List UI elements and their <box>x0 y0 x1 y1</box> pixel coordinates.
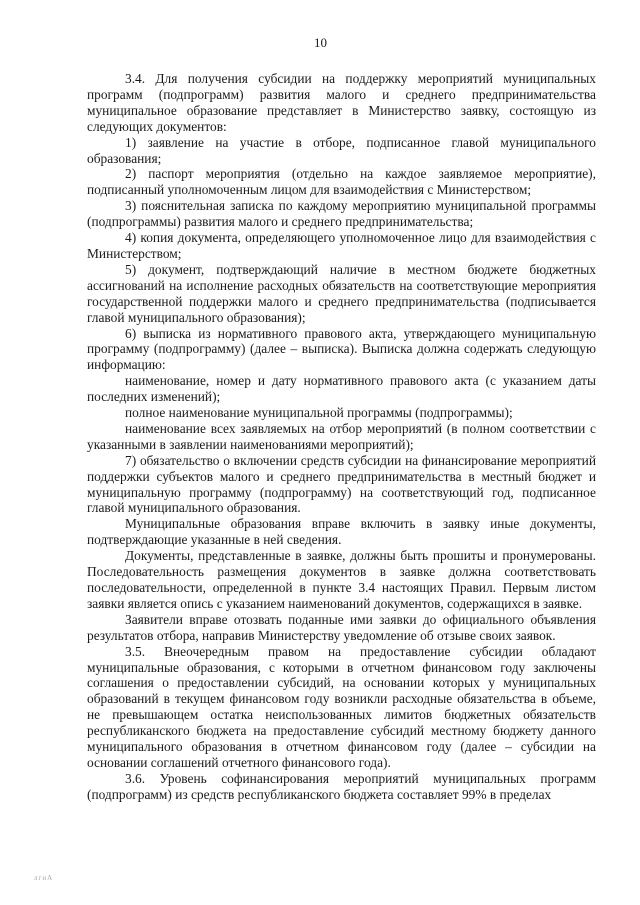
page-number: 10 <box>314 35 327 50</box>
list-item-2: 2) паспорт мероприятия (отдельно на каждое заявляемое мероприятие), подписанный уполномоченным лицом для взаимодействия с Министерством; <box>87 166 596 198</box>
paragraph-3-5: 3.5. Внеочередным правом на предоставление субсидии обладают муниципальные образования, с которыми в отчетном финансовом году заключены соглашения о предоставлении субсидий, на основании которых у муниципальных образований в текущем финансовом году возникли расходные обязательства в объеме, не превышающем остатка неиспользованных лимитов бюджетных обязательств республиканского бюджета на предоставление субсидий местному бюджету данного муниципального образования в отчетном финансовом году (далее – субсидии на основании соглашений отчетного финансового года). <box>87 643 596 770</box>
list-item-3: 3) пояснительная записка по каждому мероприятию муниципальной программы (подпрограммы) развития малого и среднего предпринимательства; <box>87 198 596 230</box>
paragraph-3-6: 3.6. Уровень софинансирования мероприятий муниципальных программ (подпрограмм) из средств республиканского бюджета составляет 99% в пределах <box>87 770 596 802</box>
document-body <box>87 71 596 803</box>
list-item-5: 5) документ, подтверждающий наличие в местном бюджете бюджетных ассигнований на исполнение расходных обязательств на соответствующие мероприятия государственной поддержки малого и среднего предпринимательства (подписывается главой муниципального образования); <box>87 261 596 325</box>
extract-item-program: полное наименование муниципальной программы (подпрограммы); <box>125 405 513 421</box>
extract-item-name: наименование, номер и дату нормативного правового акта (с указанием даты последних изменений); <box>87 373 596 405</box>
footer-mark: лгиА <box>34 874 54 882</box>
list-item-4: 4) копия документа, определяющего уполномоченное лицо для взаимодействия с Министерством; <box>87 230 596 261</box>
paragraph-other-documents: Муниципальные образования вправе включить в заявку иные документы, подтверждающие указанные в ней сведения. <box>87 516 596 548</box>
list-item-1: 1) заявление на участие в отборе, подписанное главой муниципального образования; <box>87 134 596 166</box>
list-item-7: 7) обязательство о включении средств субсидии на финансирование мероприятий поддержки субъектов малого и среднего предпринимательства в местный бюджет и муниципальную программу (подпрограмму) на соответствующий год, подписанное главой муниципального образования. <box>87 452 596 516</box>
list-item-6: 6) выписка из нормативного правового акта, утверждающего муниципальную программу (подпрограмму) (далее – выписка). Выписка должна содержать следующую информацию: <box>87 325 596 373</box>
paragraph-documents-bound: Документы, представленные в заявке, должны быть прошиты и пронумерованы. Последовательность размещения документов в заявке должна соответствовать последовательности, определенной в пункте 3.4 настоящих Правил. Первым листом заявки является опись с указанием наименований документов, содержащихся в заявке. <box>87 548 596 611</box>
extract-item-events: наименование всех заявляемых на отбор мероприятий (в полном соответствии с указанными в заявлении наименованиями мероприятий); <box>87 420 596 452</box>
paragraph-withdraw: Заявители вправе отозвать поданные ими заявки до официального объявления результатов отбора, направив Министерству уведомление об отзыве своих заявок. <box>87 611 596 643</box>
paragraph-3-4: 3.4. Для получения субсидии на поддержку мероприятий муниципальных программ (подпрограмм) развития малого и среднего предпринимательства муниципальное образование представляет в Министерство заявку, состоящую из следующих документов: <box>87 71 596 134</box>
